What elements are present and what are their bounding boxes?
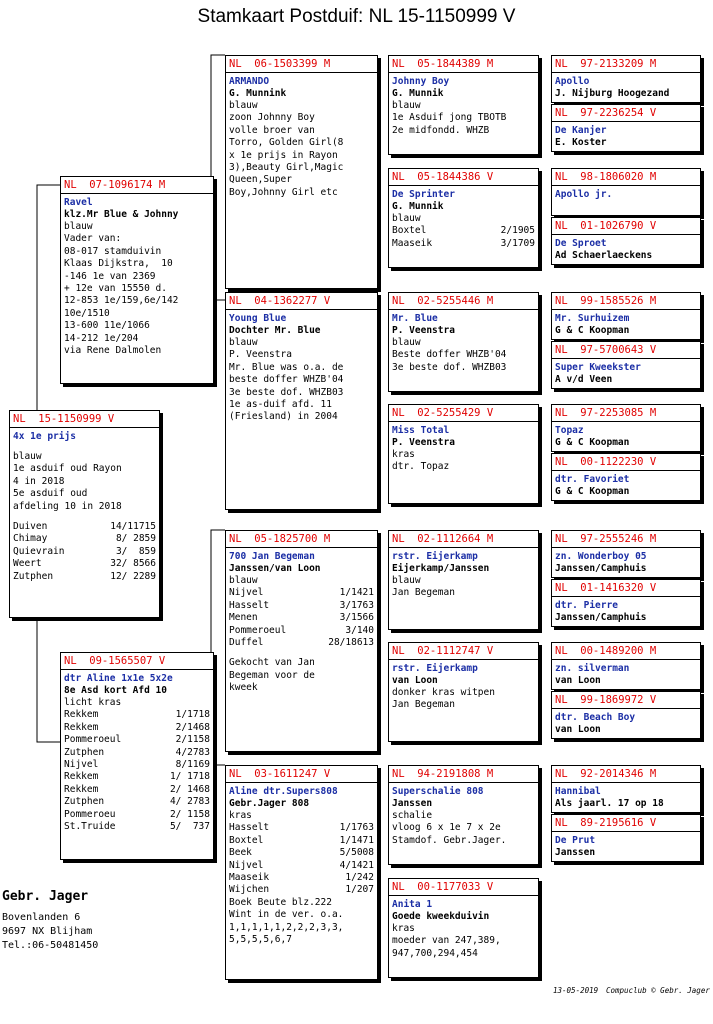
info-line: Begeman voor de bbox=[229, 669, 315, 681]
result-place: 4/ 2783 bbox=[169, 796, 210, 808]
breeder-name: Gebr. Jager bbox=[2, 889, 89, 904]
result-row bbox=[13, 571, 156, 583]
pigeon-owner: P. Veenstra bbox=[392, 437, 455, 448]
spacer bbox=[229, 649, 374, 657]
info-line: Torro, Golden Girl(8 bbox=[229, 137, 344, 149]
ring-number: NL 97-2236254 V bbox=[552, 107, 700, 122]
result-row bbox=[64, 821, 210, 833]
result-place: 3/1566 bbox=[339, 612, 374, 624]
pigeon-owner: Dochter Mr. Blue bbox=[229, 325, 321, 336]
ring-number: NL 03-1611247 V bbox=[226, 768, 377, 783]
ring-number: NL 00-1122230 V bbox=[552, 456, 700, 471]
pigeon-name: De Sproet bbox=[555, 238, 607, 249]
ring-number: NL 05-1844386 V bbox=[389, 171, 538, 186]
pigeon-name: Aline dtr.Supers808 bbox=[229, 786, 338, 797]
pigeon-card-mfff[interactable] bbox=[551, 530, 701, 578]
pigeon-card-mffm[interactable] bbox=[551, 579, 701, 627]
pigeon-card-mfmf[interactable] bbox=[551, 642, 701, 690]
pigeon-name: Mr. Blue bbox=[392, 313, 438, 324]
result-place: 2/ 1158 bbox=[169, 808, 210, 820]
result-race: Zutphen bbox=[64, 746, 105, 758]
info-line: moeder van 247,389, bbox=[392, 935, 501, 947]
info-line: blauw bbox=[229, 337, 258, 348]
info-line: volle broer van bbox=[229, 124, 315, 136]
result-place: 32/ 8566 bbox=[110, 558, 156, 570]
info-line: 5e asduif oud bbox=[13, 488, 88, 500]
ring-number: NL 89-2195616 V bbox=[552, 817, 700, 832]
result-row bbox=[64, 771, 210, 783]
ring-number: NL 97-2253085 M bbox=[552, 407, 700, 422]
pigeon-card-subject[interactable] bbox=[9, 410, 160, 618]
pigeon-name: Anita 1 bbox=[392, 899, 433, 910]
result-place: 3/1763 bbox=[339, 599, 374, 611]
result-place: 1/1718 bbox=[175, 709, 210, 721]
pigeon-name: Apollo jr. bbox=[555, 189, 613, 200]
info-line: Jan Begeman bbox=[392, 587, 455, 599]
result-row bbox=[64, 747, 210, 759]
pigeon-card-ffmm[interactable] bbox=[551, 217, 701, 265]
pigeon-owner: Janssen/Camphuis bbox=[555, 612, 647, 623]
result-row bbox=[13, 546, 156, 558]
result-place: 14/11715 bbox=[110, 521, 156, 533]
pigeon-card-fmmm[interactable] bbox=[551, 453, 701, 501]
result-place: 4/1421 bbox=[339, 859, 374, 871]
result-row bbox=[13, 558, 156, 570]
pigeon-card-mmm[interactable] bbox=[388, 878, 539, 978]
info-line: 3e beste dof. WHZB03 bbox=[229, 386, 344, 398]
ring-number: NL 94-2191808 M bbox=[389, 768, 538, 783]
pigeon-owner: P. Veenstra bbox=[392, 325, 455, 336]
result-race: Boxtel bbox=[229, 834, 264, 846]
info-line: schalie bbox=[392, 810, 433, 821]
result-race: Zutphen bbox=[13, 570, 54, 582]
result-place: 1/1763 bbox=[339, 822, 374, 834]
result-row bbox=[229, 860, 374, 872]
ring-number: NL 15-1150999 V bbox=[10, 413, 159, 428]
pigeon-card-father-mother[interactable] bbox=[225, 292, 378, 510]
pigeon-card-fmfm[interactable] bbox=[551, 341, 701, 389]
info-line: kweek bbox=[229, 682, 258, 694]
ring-number: NL 05-1825700 M bbox=[226, 533, 377, 548]
info-line: 3e beste dof. WHZB03 bbox=[392, 361, 507, 373]
ring-number: NL 99-1869972 V bbox=[552, 694, 700, 709]
result-race: St.Truide bbox=[64, 821, 116, 833]
ring-number: NL 05-1844389 M bbox=[389, 58, 538, 73]
info-line: Gekocht van Jan bbox=[229, 657, 315, 669]
info-line: Boek Beute blz.222 bbox=[229, 896, 332, 908]
pigeon-owner: Ad Schaerlaeckens bbox=[555, 250, 653, 261]
pigeon-name: dtr. Pierre bbox=[555, 600, 618, 611]
result-race: Nijvel bbox=[229, 859, 264, 871]
result-place: 1/1471 bbox=[339, 834, 374, 846]
info-line: blauw bbox=[392, 213, 421, 224]
result-row bbox=[64, 722, 210, 734]
result-race: Nijvel bbox=[229, 587, 264, 599]
pigeon-owner: Goede kweekduivin bbox=[392, 911, 490, 922]
pigeon-card-mff[interactable] bbox=[388, 530, 539, 630]
info-line: Klaas Dijkstra, 10 bbox=[64, 258, 173, 270]
info-line: Vader van: bbox=[64, 233, 122, 245]
result-race: Hasselt bbox=[229, 599, 270, 611]
pigeon-card-fff[interactable] bbox=[388, 55, 539, 155]
info-line: Boy,Johnny Girl etc bbox=[229, 186, 338, 198]
ring-number: NL 02-5255446 M bbox=[389, 295, 538, 310]
info-line: beste doffer WHZB'04 bbox=[229, 374, 344, 386]
info-line: via Rene Dalmolen bbox=[64, 345, 162, 357]
pigeon-owner: van Loon bbox=[555, 724, 601, 735]
result-place: 3/1709 bbox=[500, 237, 535, 249]
info-line: donker kras witpen bbox=[392, 687, 495, 698]
result-race: Rekkem bbox=[64, 721, 99, 733]
result-row bbox=[13, 521, 156, 533]
footer-date: 13-05-2019 bbox=[553, 986, 599, 995]
info-line: 5,5,5,5,6,7 bbox=[229, 934, 292, 946]
pigeon-name: rstr. Eijerkamp bbox=[392, 551, 478, 562]
pigeon-owner: Gebr.Jager 808 bbox=[229, 798, 310, 809]
result-race: Pommeroeu bbox=[64, 808, 116, 820]
pigeon-name: Hannibal bbox=[555, 786, 601, 797]
pigeon-owner: van Loon bbox=[392, 675, 438, 686]
result-place: 28/18613 bbox=[328, 637, 374, 649]
ring-number: NL 97-2133209 M bbox=[552, 58, 700, 73]
breeder-phone: Tel.:06-50481450 bbox=[2, 940, 99, 951]
result-place: 3/ 859 bbox=[115, 545, 156, 557]
pigeon-owner: klz.Mr Blue & Johnny bbox=[64, 209, 179, 220]
pigeon-name: rstr. Eijerkamp bbox=[392, 663, 478, 674]
result-row bbox=[229, 835, 374, 847]
info-line: dtr. Topaz bbox=[392, 461, 450, 473]
info-line: + 12e van 15550 d. bbox=[64, 283, 167, 295]
info-line: vloog 6 x 1e 7 x 2e bbox=[392, 822, 501, 834]
pigeon-owner: Eijerkamp/Janssen bbox=[392, 563, 490, 574]
pigeon-name: dtr. Beach Boy bbox=[555, 712, 636, 723]
pigeon-card-mmff[interactable] bbox=[551, 765, 701, 813]
result-race: Duiven bbox=[13, 521, 48, 533]
page-title: Stamkaart Postduif: NL 15-1150999 V bbox=[197, 6, 516, 27]
pigeon-name: De Kanjer bbox=[555, 125, 607, 136]
result-place: 8/ 2859 bbox=[115, 533, 156, 545]
pigeon-owner: Janssen/Camphuis bbox=[555, 563, 647, 574]
info-line: 10e/1510 bbox=[64, 307, 110, 319]
result-place: 1/207 bbox=[345, 884, 374, 896]
pigeon-name: zn. silverman bbox=[555, 663, 630, 674]
pigeon-owner: G. Munnik bbox=[392, 88, 444, 99]
ring-number: NL 02-1112664 M bbox=[389, 533, 538, 548]
pigeon-name: Superschalie 808 bbox=[392, 786, 484, 797]
pigeon-card-fmff[interactable] bbox=[551, 292, 701, 340]
info-line: zoon Johnny Boy bbox=[229, 112, 315, 124]
info-line: 12-853 1e/159,6e/142 bbox=[64, 295, 179, 307]
breeder-city: 9697 NX Blijham bbox=[2, 926, 93, 937]
info-line: blauw bbox=[64, 221, 93, 232]
info-line: afdeling 10 in 2018 bbox=[13, 500, 122, 512]
pigeon-name: zn. Wonderboy 05 bbox=[555, 551, 647, 562]
result-row bbox=[64, 796, 210, 808]
ring-number: NL 97-5700643 V bbox=[552, 344, 700, 359]
result-row bbox=[392, 225, 535, 237]
pigeon-name: Mr. Surhuizem bbox=[555, 313, 630, 324]
result-race: Zutphen bbox=[64, 796, 105, 808]
pigeon-owner: G & C Koopman bbox=[555, 325, 630, 336]
ring-number: NL 98-1806020 M bbox=[552, 171, 700, 186]
ring-number: NL 06-1503399 M bbox=[226, 58, 377, 73]
result-place: 5/ 737 bbox=[169, 821, 210, 833]
pigeon-name: De Sprinter bbox=[392, 189, 455, 200]
pigeon-name: Young Blue bbox=[229, 313, 287, 324]
result-place: 2/1468 bbox=[175, 721, 210, 733]
result-race: Wijchen bbox=[229, 884, 270, 896]
info-line: 4 in 2018 bbox=[13, 475, 65, 487]
info-line: blauw bbox=[392, 575, 421, 586]
result-row bbox=[64, 809, 210, 821]
result-row bbox=[229, 625, 374, 637]
info-line: Queen,Super bbox=[229, 174, 292, 186]
info-line: kras bbox=[229, 810, 252, 821]
info-line: 13-600 11e/1066 bbox=[64, 320, 150, 332]
info-line: licht kras bbox=[64, 697, 122, 708]
result-row bbox=[64, 709, 210, 721]
info-line: blauw bbox=[392, 100, 421, 111]
pigeon-card-fmmf[interactable] bbox=[551, 404, 701, 452]
pigeon-card-mfmm[interactable] bbox=[551, 691, 701, 739]
ring-number: NL 02-1112747 V bbox=[389, 645, 538, 660]
result-row bbox=[64, 759, 210, 771]
pigeon-name: Ravel bbox=[64, 197, 93, 208]
pigeon-name: De Prut bbox=[555, 835, 596, 846]
footer-credit: Compuclub © Gebr. Jager bbox=[606, 986, 710, 995]
info-line: Jan Begeman bbox=[392, 699, 455, 711]
result-race: Weert bbox=[13, 558, 42, 570]
info-line: 08-017 stamduivin bbox=[64, 245, 162, 257]
result-place: 2/1905 bbox=[500, 225, 535, 237]
result-place: 2/ 1468 bbox=[169, 783, 210, 795]
pigeon-card-mfm[interactable] bbox=[388, 642, 539, 742]
result-race: Menen bbox=[229, 612, 258, 624]
result-race: Maaseik bbox=[392, 237, 433, 249]
result-race: Rekkem bbox=[64, 771, 99, 783]
pigeon-card-mother-father[interactable] bbox=[225, 530, 378, 752]
result-race: Pommeroeul bbox=[229, 624, 287, 636]
info-line: 2e midfondd. WHZB bbox=[392, 124, 490, 136]
pigeon-card-mmfm[interactable] bbox=[551, 814, 701, 862]
result-race: Hasselt bbox=[229, 822, 270, 834]
result-race: Maaseik bbox=[229, 872, 270, 884]
info-line: 14-212 1e/204 bbox=[64, 332, 139, 344]
ring-number: NL 02-5255429 V bbox=[389, 407, 538, 422]
result-row bbox=[13, 533, 156, 545]
pigeon-name: Johnny Boy bbox=[392, 76, 450, 87]
ring-number: NL 09-1565507 V bbox=[61, 655, 213, 670]
info-line: blauw bbox=[229, 575, 258, 586]
ring-number: NL 92-2014346 M bbox=[552, 768, 700, 783]
ring-number: NL 01-1416320 V bbox=[552, 582, 700, 597]
result-place: 12/ 2289 bbox=[110, 570, 156, 582]
ring-number: NL 01-1026790 V bbox=[552, 220, 700, 235]
info-line: 1,1,1,1,1,2,2,2,3,3, bbox=[229, 921, 344, 933]
pigeon-card-father-father[interactable] bbox=[225, 55, 378, 289]
result-place: 4/2783 bbox=[175, 746, 210, 758]
result-place: 5/5008 bbox=[339, 847, 374, 859]
result-race: Beek bbox=[229, 847, 252, 859]
pigeon-name: dtr. Favoriet bbox=[555, 474, 630, 485]
spacer bbox=[13, 513, 156, 521]
ring-number: NL 97-2555246 M bbox=[552, 533, 700, 548]
pigeon-owner: G & C Koopman bbox=[555, 437, 630, 448]
info-line: 947,700,294,454 bbox=[392, 947, 478, 959]
ring-number: NL 07-1096174 M bbox=[61, 179, 213, 194]
pigeon-name: Apollo bbox=[555, 76, 590, 87]
result-row bbox=[229, 884, 374, 896]
result-place: 1/242 bbox=[345, 872, 374, 884]
result-race: Chimay bbox=[13, 533, 48, 545]
result-row bbox=[229, 637, 374, 649]
result-row bbox=[229, 612, 374, 624]
pigeon-card-ffm[interactable] bbox=[388, 168, 539, 268]
result-row bbox=[64, 734, 210, 746]
pigeon-card-mmf[interactable] bbox=[388, 765, 539, 865]
pigeon-owner: Janssen bbox=[555, 847, 596, 858]
pigeon-card-mother[interactable] bbox=[60, 652, 214, 860]
ring-number: NL 99-1585526 M bbox=[552, 295, 700, 310]
pigeon-card-father[interactable] bbox=[60, 176, 214, 384]
pigeon-card-fmm[interactable] bbox=[388, 404, 539, 504]
breeder-address: Bovenlanden 6 bbox=[2, 912, 81, 923]
result-race: Boxtel bbox=[392, 225, 427, 237]
result-row bbox=[392, 238, 535, 250]
info-line: blauw bbox=[13, 451, 42, 462]
pigeon-card-fmf[interactable] bbox=[388, 292, 539, 392]
pigeon-name: Super Kweekster bbox=[555, 362, 641, 373]
result-place: 1/ 1718 bbox=[169, 771, 210, 783]
pigeon-owner: E. Koster bbox=[555, 137, 607, 148]
pigeon-owner: 8e Asd kort Afd 10 bbox=[64, 685, 167, 696]
result-row bbox=[229, 822, 374, 834]
info-line: 1e asduif oud Rayon bbox=[13, 463, 122, 475]
result-place: 3/140 bbox=[345, 624, 374, 636]
info-line: 1e as-duif afd. 11 bbox=[229, 399, 332, 411]
pigeon-owner: Janssen bbox=[392, 798, 433, 809]
ring-number: NL 00-1489200 M bbox=[552, 645, 700, 660]
pigeon-owner: G. Munnink bbox=[229, 88, 287, 99]
pigeon-name: 700 Jan Begeman bbox=[229, 551, 315, 562]
result-row bbox=[229, 600, 374, 612]
result-race: Rekkem bbox=[64, 709, 99, 721]
result-race: Duffel bbox=[229, 637, 264, 649]
info-line: kras bbox=[392, 449, 415, 460]
info-line: Stamdof. Gebr.Jager. bbox=[392, 834, 507, 846]
result-race: Nijvel bbox=[64, 759, 99, 771]
result-race: Quievrain bbox=[13, 545, 65, 557]
pigeon-card-ffff[interactable] bbox=[551, 55, 701, 103]
pigeon-name: Topaz bbox=[555, 425, 584, 436]
result-row bbox=[229, 587, 374, 599]
info-line: -146 1e van 2369 bbox=[64, 270, 156, 282]
spacer bbox=[13, 443, 156, 451]
pigeon-owner: J. Nijburg Hoogezand bbox=[555, 88, 670, 99]
info-line: Beste doffer WHZB'04 bbox=[392, 349, 507, 361]
pigeon-name: ARMANDO bbox=[229, 76, 270, 87]
info-line: Wint in de ver. o.a. bbox=[229, 909, 344, 921]
pigeon-name: Miss Total bbox=[392, 425, 450, 436]
pigeon-owner: A v/d Veen bbox=[555, 374, 613, 385]
pigeon-owner: Janssen/van Loon bbox=[229, 563, 321, 574]
pigeon-card-ffmf[interactable] bbox=[551, 168, 701, 216]
ring-number: NL 04-1362277 V bbox=[226, 295, 377, 310]
result-place: 8/1169 bbox=[175, 759, 210, 771]
pigeon-owner: G. Munnik bbox=[392, 201, 444, 212]
result-race: Pommeroeul bbox=[64, 734, 122, 746]
info-line: x 1e prijs in Rayon bbox=[229, 149, 338, 161]
ring-number: NL 00-1177033 V bbox=[389, 881, 538, 896]
info-line: blauw bbox=[229, 100, 258, 111]
info-line: 3),Beauty Girl,Magic bbox=[229, 162, 344, 174]
info-line: 1e Asduif jong TBOTB bbox=[392, 112, 507, 124]
result-place: 2/1158 bbox=[175, 734, 210, 746]
result-place: 1/1421 bbox=[339, 587, 374, 599]
info-line: P. Veenstra bbox=[229, 349, 292, 361]
result-row bbox=[229, 872, 374, 884]
info-line: blauw bbox=[392, 337, 421, 348]
pigeon-card-mother-mother[interactable] bbox=[225, 765, 378, 980]
pigeon-name: dtr Aline 1x1e 5x2e bbox=[64, 673, 173, 684]
info-line: kras bbox=[392, 923, 415, 934]
pigeon-owner: van Loon bbox=[555, 675, 601, 686]
pigeon-owner: G & C Koopman bbox=[555, 486, 630, 497]
result-race: Rekkem bbox=[64, 783, 99, 795]
pigeon-card-fffm[interactable] bbox=[551, 104, 701, 152]
result-row bbox=[64, 784, 210, 796]
info-line: (Friesland) in 2004 bbox=[229, 411, 338, 423]
info-line: Mr. Blue was o.a. de bbox=[229, 361, 344, 373]
pigeon-name: 4x 1e prijs bbox=[13, 431, 76, 442]
pigeon-owner: Als jaarl. 17 op 18 bbox=[555, 798, 664, 809]
result-row bbox=[229, 847, 374, 859]
